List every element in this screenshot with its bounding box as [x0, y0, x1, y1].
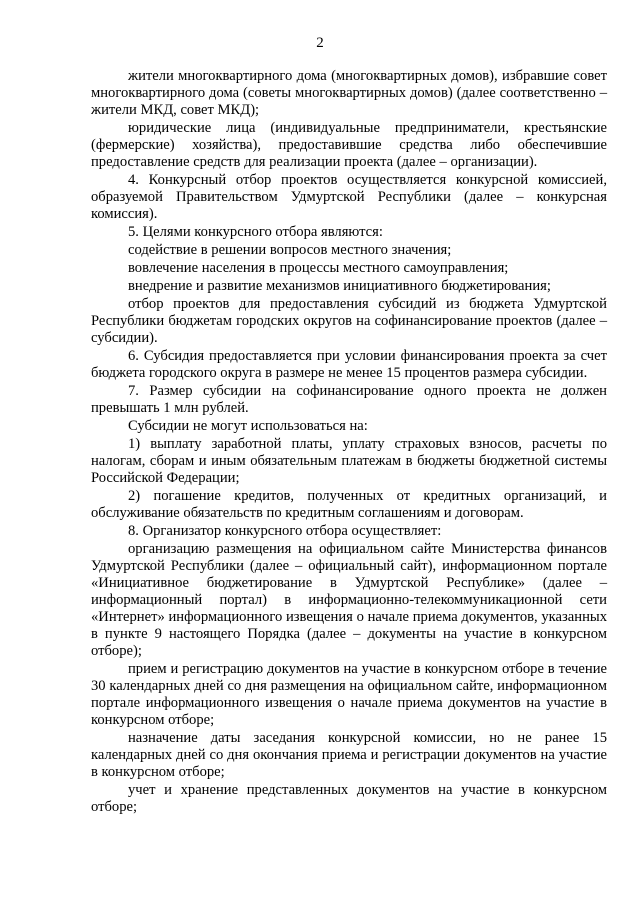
paragraph-13: 2) погашение кредитов, полученных от кредитных организаций, и обслуживание обязательств по кредитным соглашениям и договорам.	[91, 488, 607, 521]
paragraph-14: 8. Организатор конкурсного отбора осуществляет:	[128, 523, 442, 539]
paragraph-12: 1) выплату заработной платы, уплату страховых взносов, расчеты по налогам, сборам и иным обязательным платежам в бюджеты бюджетной системы Российской Федерации;	[91, 436, 607, 486]
paragraph-6: вовлечение населения в процессы местного самоуправления;	[128, 260, 509, 276]
paragraph-16: прием и регистрацию документов на участие в конкурсном отборе в течение 30 календарных дней со дня размещения на официальном сайте, информационном портале информационного извещения о начале приема документов на участие в конкурсном отборе;	[91, 661, 607, 728]
paragraph-9: 6. Субсидия предоставляется при условии финансирования проекта за счет бюджета городского округа в размере не менее 15 процентов размера субсидии.	[91, 348, 607, 381]
paragraph-1: жители многоквартирного дома (многоквартирных домов), избравшие совет многоквартирного дома (советы многоквартирных домов) (далее соответственно – жители МКД, совет МКД);	[91, 68, 607, 118]
paragraph-4: 5. Целями конкурсного отбора являются:	[128, 224, 383, 240]
paragraph-11: Субсидии не могут использоваться на:	[128, 418, 368, 434]
paragraph-8: отбор проектов для предоставления субсидий из бюджета Удмуртской Республики бюджетам городских округов на софинансирование проектов (далее – субсидии).	[91, 296, 607, 346]
paragraph-10: 7. Размер субсидии на софинансирование одного проекта не должен превышать 1 млн рублей.	[91, 383, 607, 416]
paragraph-17: назначение даты заседания конкурсной комиссии, но не ранее 15 календарных дней со дня окончания приема и регистрации документов на участие в конкурсном отборе;	[91, 730, 607, 780]
paragraph-7: внедрение и развитие механизмов инициативного бюджетирования;	[128, 278, 551, 294]
paragraph-15: организацию размещения на официальном сайте Министерства финансов Удмуртской Республики (далее – официальный сайт), информационном портале «Инициативное бюджетирование в Удмуртской Республике» (далее – информационный портал) в информационно-телекоммуникационной сети «Интернет» информационного извещения о начале приема документов, указанных в пункте 9 настоящего Порядка (далее – документы на участие в конкурсном отборе);	[91, 541, 607, 659]
paragraph-18: учет и хранение представленных документов на участие в конкурсном отборе;	[91, 782, 607, 815]
page-number: 2	[316, 35, 324, 51]
paragraph-3: 4. Конкурсный отбор проектов осуществляется конкурсной комиссией, образуемой Правительством Удмуртской Республики (далее – конкурсная комиссия).	[91, 172, 607, 222]
paragraph-2: юридические лица (индивидуальные предприниматели, крестьянские (фермерские) хозяйства), предоставившие средства либо обеспечившие предоставление средств для реализации проекта (далее – организации).	[91, 120, 607, 170]
paragraph-5: содействие в решении вопросов местного значения;	[128, 242, 452, 258]
document-body	[91, 68, 607, 817]
